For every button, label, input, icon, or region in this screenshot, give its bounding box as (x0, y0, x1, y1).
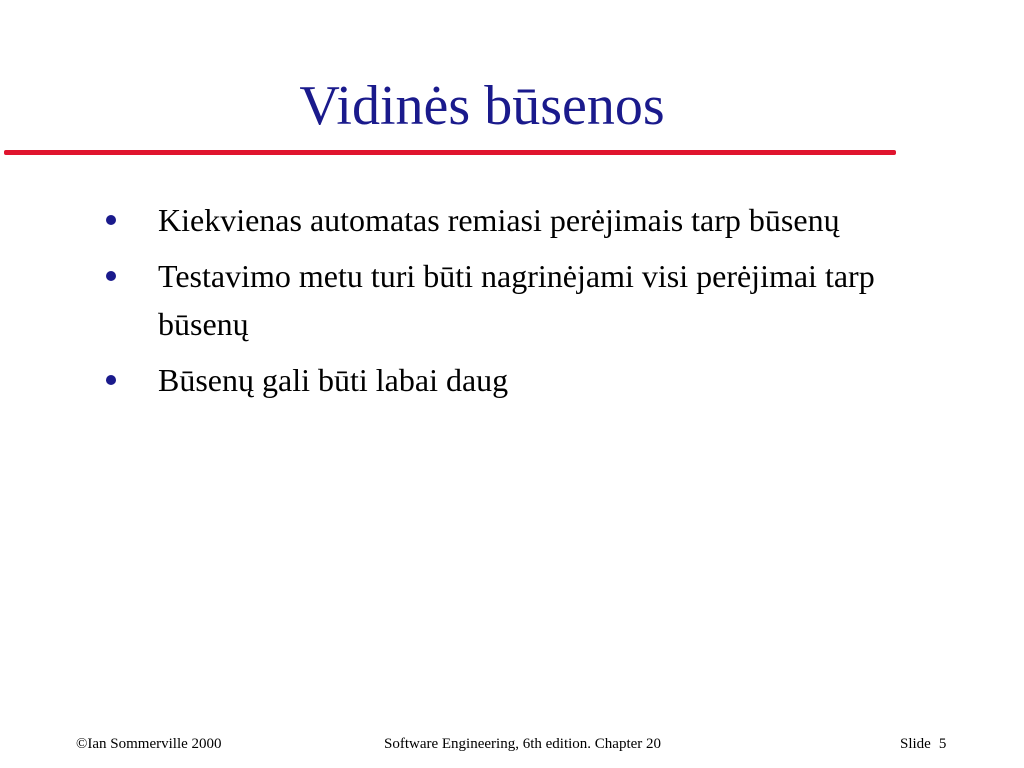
slide-label: Slide (900, 736, 931, 752)
footer-copyright: ©Ian Sommerville 2000 (76, 736, 222, 752)
bullet-dot-icon (106, 375, 116, 385)
slide-number: 5 (938, 736, 947, 752)
title-underline (4, 150, 896, 155)
bullet-text: Testavimo metu turi būti nagrinėjami visi perėjimai tarp būsenų (158, 258, 875, 342)
slide-title: Vidinės būsenos (299, 75, 665, 137)
footer-slide-number (900, 736, 946, 753)
bullet-item (100, 196, 920, 244)
bullet-dot-icon (106, 215, 116, 225)
bullet-dot-icon (106, 271, 116, 281)
bullet-list (100, 196, 920, 412)
bullet-item (100, 252, 920, 348)
bullet-item (100, 356, 920, 404)
footer-book-title: Software Engineering, 6th edition. Chapter 20 (384, 736, 662, 752)
bullet-text: Kiekvienas automatas remiasi perėjimais tarp būsenų (158, 202, 840, 238)
bullet-text: Būsenų gali būti labai daug (158, 362, 509, 398)
